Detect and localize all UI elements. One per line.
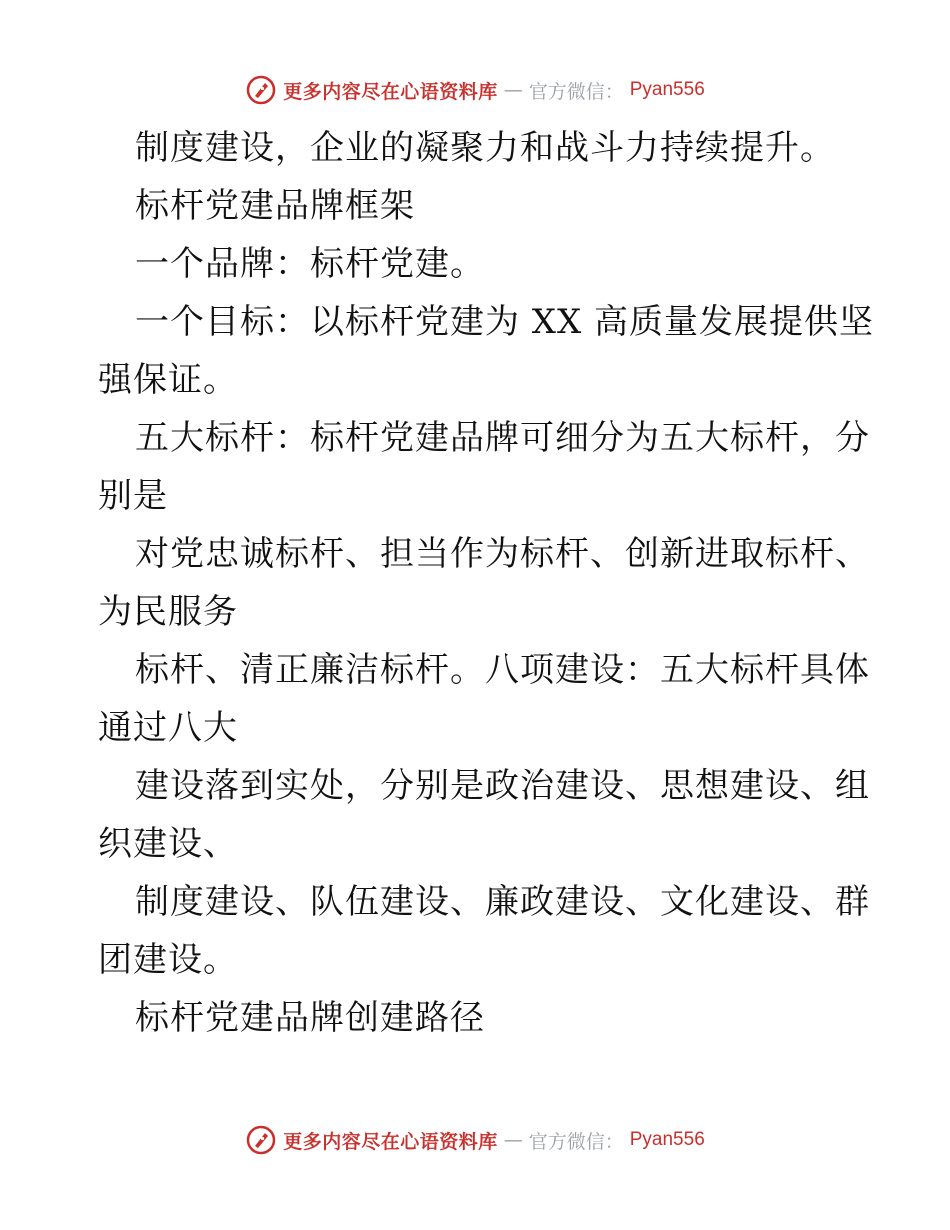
watermark-wechat-id: Pyan556 [629,79,705,100]
text-line: 别是 [98,476,168,516]
text-line: 制度建设、队伍建设、廉政建设、文化建设、群 [135,882,870,922]
pen-nib-logo-icon [245,74,277,106]
text-line: 对党忠诚标杆、担当作为标杆、创新进取标杆、 [135,534,870,574]
text-line: 标杆、清正廉洁标杆。八项建设：五大标杆具体 [135,650,870,690]
text-line: 通过八大 [98,708,238,748]
pen-nib-logo-icon [245,1124,277,1156]
text-line: 五大标杆：标杆党建品牌可细分为五大标杆，分 [135,418,870,458]
watermark-wechat-id: Pyan556 [629,1129,705,1150]
watermark-text: 更多内容尽在心语资料库 [283,1130,498,1153]
text-line: 团建设。 [98,940,238,980]
text-line: 建设落到实处，分别是政治建设、思想建设、组 [135,766,870,806]
document-body [98,119,875,1047]
footer-watermark [0,1120,950,1160]
watermark-separator: — [503,1129,523,1151]
section-heading: 标杆党建品牌框架 [135,186,415,226]
watermark-official-label: 官方微信： [528,80,624,103]
text-line: 织建设、 [98,824,238,864]
text-line: 一个目标：以标杆党建为 XX 高质量发展提供坚 [135,302,875,342]
text-line: 一个品牌：标杆党建。 [135,244,485,284]
watermark-official-label: 官方微信： [528,1130,624,1153]
text-line: 强保证。 [98,360,238,400]
watermark-separator: — [503,79,523,101]
text-line: 制度建设，企业的凝聚力和战斗力持续提升。 [135,128,835,168]
text-line: 为民服务 [98,592,238,632]
section-heading: 标杆党建品牌创建路径 [135,998,485,1038]
watermark-text: 更多内容尽在心语资料库 [283,80,498,103]
header-watermark [0,70,950,110]
